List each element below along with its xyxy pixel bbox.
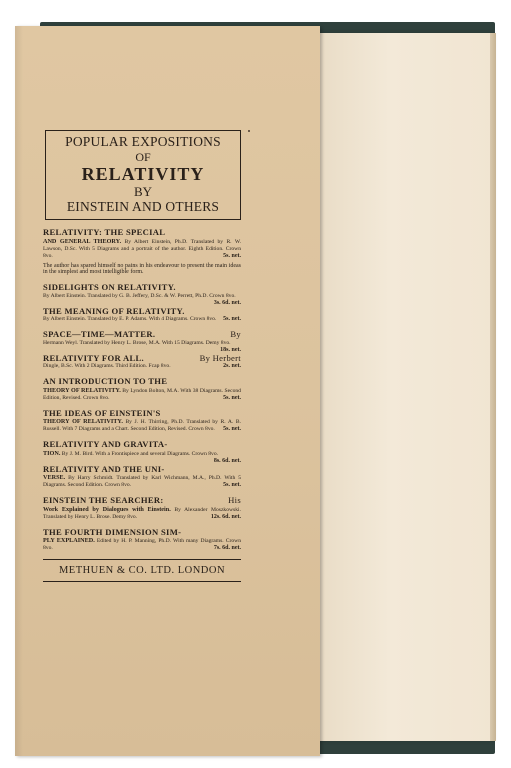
title-line-5: EINSTEIN AND OTHERS xyxy=(66,199,220,214)
title-line-4: BY xyxy=(133,184,153,199)
book-entry xyxy=(43,528,241,553)
book-entry xyxy=(43,439,241,464)
entry-price: 5s. net. xyxy=(223,482,241,489)
entry-heading: AN INTRODUCTION TO THE xyxy=(43,376,168,387)
jacket-fold-shadow xyxy=(15,26,23,756)
page-edge xyxy=(490,33,496,741)
book-entry xyxy=(43,307,241,324)
entry-heading: EINSTEIN THE SEARCHER: xyxy=(43,495,164,506)
entry-body-wrap xyxy=(43,506,241,521)
book-entry xyxy=(43,409,241,434)
entry-heading: RELATIVITY: THE SPECIAL xyxy=(43,227,166,237)
entry-body: Dingle, B.Sc. With 2 Diagrams. Third Edition. Fcap 8vo. xyxy=(43,363,171,370)
entry-heading: RELATIVITY FOR ALL. xyxy=(43,352,144,363)
entry-body: By Albert Einstein. Translated by G. B. Jeffery, D.Sc. & W. Perrett, Ph.D. Crown 8vo. xyxy=(43,292,236,299)
entry-heading-wrap xyxy=(43,354,241,364)
entry-price: 8s. 6d. net. xyxy=(213,457,241,464)
entry-body: By Harry Schmidt. Translated by Karl Wichmann, M.A., Ph.D. With 5 Diagrams. Second Edition. Crown 8vo. xyxy=(43,475,241,489)
entry-subheading: VERSE. xyxy=(43,474,66,482)
entry-body: By Albert Einstein. Translated by E. P. Adams. With 4 Diagrams. Crown 8vo. xyxy=(43,316,217,323)
entry-heading: RELATIVITY AND THE UNI- xyxy=(43,463,165,474)
title-line-3: RELATIVITY xyxy=(81,164,205,184)
entry-body-wrap xyxy=(43,363,241,370)
entry-body-wrap xyxy=(43,292,241,306)
publisher-imprint: METHUEN & CO. LTD. LONDON xyxy=(58,565,226,577)
entry-price: 5s. net. xyxy=(223,316,241,323)
entry-body-wrap xyxy=(43,537,241,552)
entry-body-wrap xyxy=(43,474,241,489)
entry-note: The author has spared himself no pains in his endeavour to present the main ideas in the simplest and most intelligible form. xyxy=(43,262,241,276)
flyleaf-page xyxy=(318,33,496,741)
entry-heading: SIDELIGHTS ON RELATIVITY. xyxy=(43,282,176,293)
entry-body-wrap xyxy=(43,339,241,353)
print-speck xyxy=(248,130,250,132)
entry-price: 18s. net. xyxy=(220,346,241,353)
entry-price: 12s. 6d. net. xyxy=(210,513,241,520)
title-line-1: POPULAR EXPOSITIONS xyxy=(65,134,221,149)
book-entry xyxy=(43,377,241,402)
entry-heading-wrap xyxy=(43,496,241,506)
entry-body-wrap xyxy=(43,316,241,323)
entry-body-wrap xyxy=(43,238,241,260)
entry-body: Edited by H. P. Manning, Ph.D. With many Diagrams. Crown 8vo. xyxy=(43,538,241,552)
book-entry xyxy=(43,228,241,260)
entry-body: By J. M. Bird. With a Frontispiece and several Diagrams. Crown 8vo. xyxy=(61,450,219,457)
entry-subheading: THEORY OF RELATIVITY. xyxy=(43,386,121,394)
advertisement-panel xyxy=(43,130,241,587)
entry-heading: THE IDEAS OF EINSTEIN'S xyxy=(43,407,161,418)
entry-heading-rest: By xyxy=(230,329,241,340)
entry-body-wrap xyxy=(43,418,241,433)
entry-price: 7s. 6d. net. xyxy=(213,545,241,552)
entry-subheading: AND GENERAL THEORY. xyxy=(43,237,122,245)
entry-body-wrap xyxy=(43,449,241,464)
divider-rule-bottom xyxy=(43,581,241,582)
entry-price: 5s. net. xyxy=(223,426,241,433)
entry-subheading: Work Explained by Dialogues with Einstein. xyxy=(43,505,171,513)
entry-heading-rest: By Herbert xyxy=(199,352,241,363)
divider-rule xyxy=(43,559,241,560)
entry-heading: RELATIVITY AND GRAVITA- xyxy=(43,439,168,450)
entry-heading: THE FOURTH DIMENSION SIM- xyxy=(43,526,182,537)
entry-body: By Albert Einstein, Ph.D. Translated by R. W. Lawson, D.Sc. With 5 Diagrams and a portrait of the author. Eighth Edition. Crown 8vo. xyxy=(43,238,241,259)
entry-heading-wrap xyxy=(43,330,241,340)
entry-price: 2s. net. xyxy=(223,363,241,370)
entry-heading: SPACE—TIME—MATTER. xyxy=(43,329,156,340)
entry-body-wrap xyxy=(43,387,241,402)
title-box xyxy=(45,130,241,220)
entry-body: By J. H. Thirring, Ph.D. Translated by R. A. B. Russell. With 7 Diagrams and a Chart. Second Edition, Revised. Crown 8vo. xyxy=(43,419,241,433)
entry-price: 5s. net. xyxy=(223,394,241,401)
book-entry xyxy=(43,329,241,353)
entry-subheading: PLY EXPLAINED. xyxy=(43,537,95,545)
entry-heading: THE MEANING OF RELATIVITY. xyxy=(43,305,185,316)
entry-price: 5s. net. xyxy=(223,252,241,259)
entry-body: Hermann Weyl. Translated by Henry L. Brose, M.A. With 15 Diagrams. Demy 8vo. xyxy=(43,339,231,346)
entry-body: By Alexander Moszkowski. Translated by Henry L. Brose. Demy 8vo. xyxy=(43,506,241,520)
title-line-2: OF xyxy=(135,150,151,164)
entry-price: 3s. 6d. net. xyxy=(213,299,241,306)
entry-subheading: TION. xyxy=(43,449,61,457)
book-entry xyxy=(43,354,241,371)
entry-subheading: THEORY OF RELATIVITY. xyxy=(43,418,123,426)
entry-body: By Lyndon Bolton, M.A. With 38 Diagrams. Second Edition, Revised. Crown 8vo. xyxy=(43,387,241,401)
entry-heading-rest: His xyxy=(228,495,241,506)
book-entry xyxy=(43,496,241,521)
book-entry xyxy=(43,465,241,490)
book-entry xyxy=(43,282,241,306)
